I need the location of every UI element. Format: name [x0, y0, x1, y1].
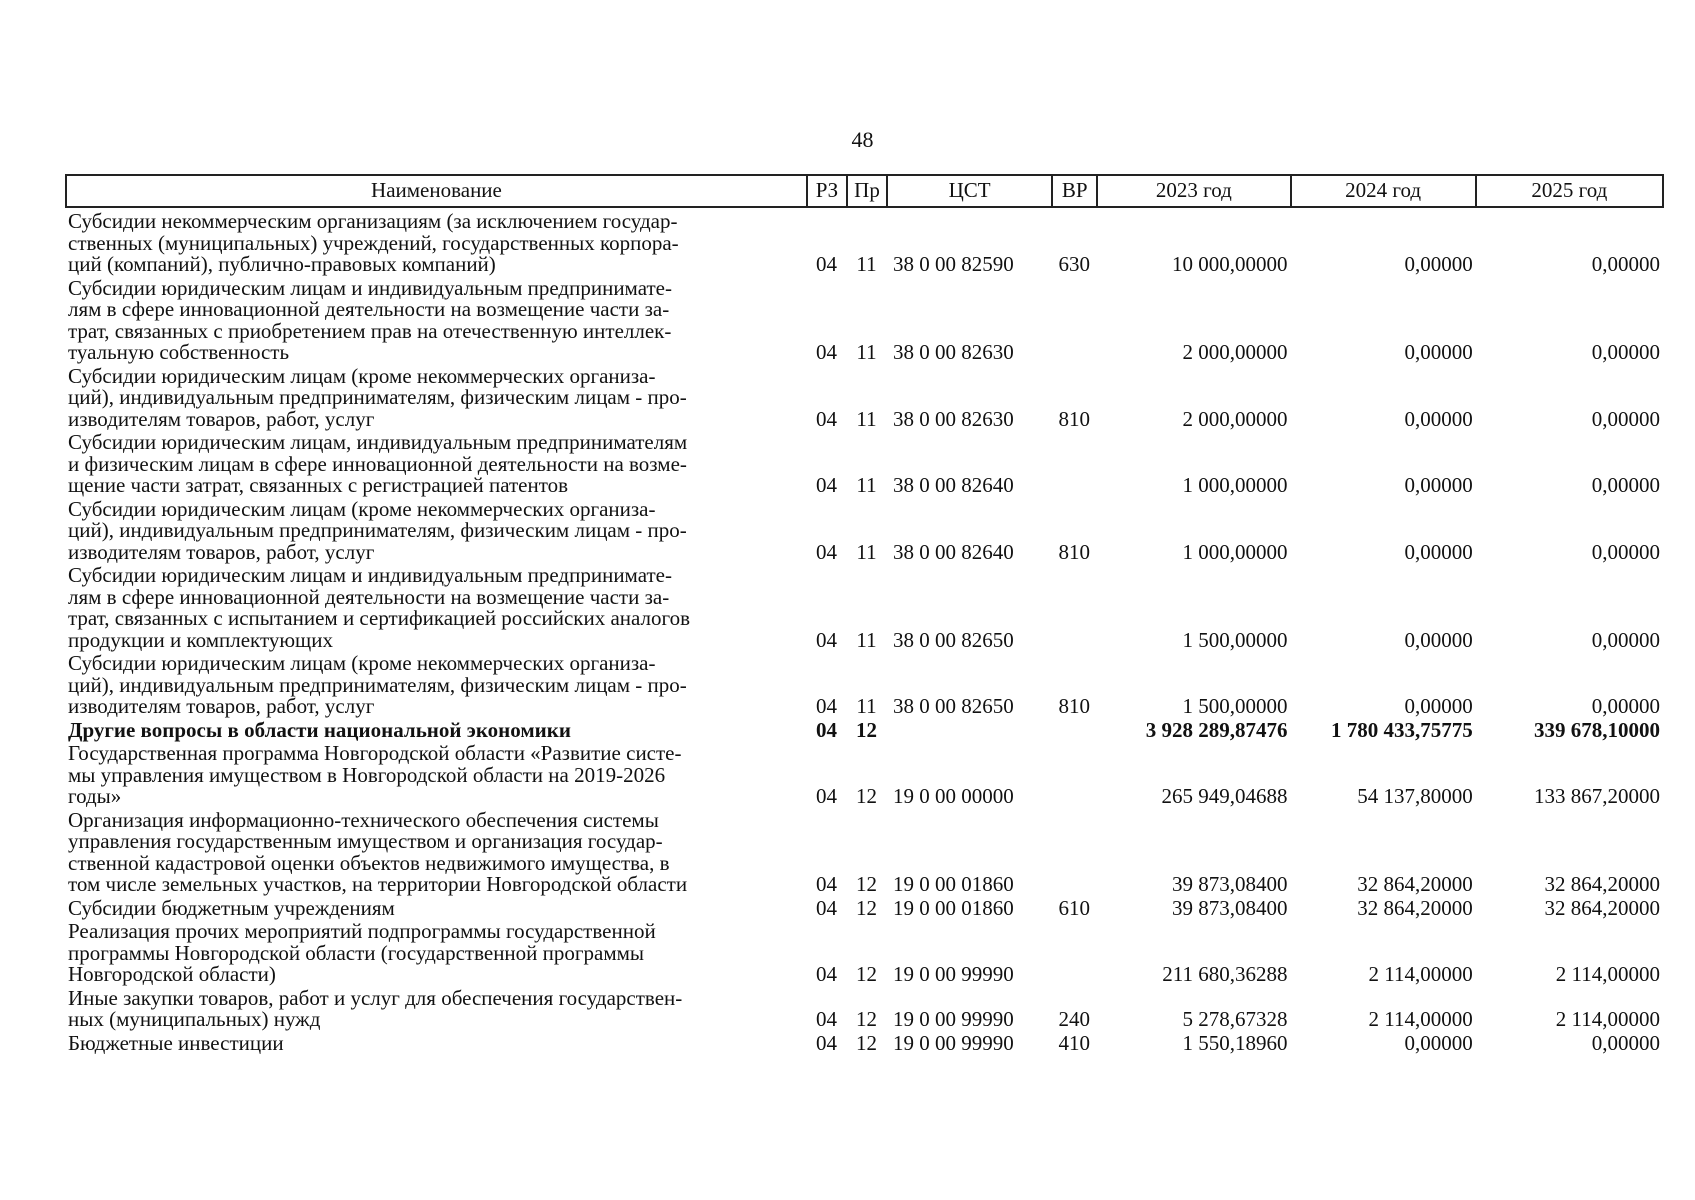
row-amount-2025: 0,00000 — [1591, 1030, 1660, 1055]
row-pr: 12 — [855, 895, 877, 920]
row-pr: 11 — [856, 406, 877, 431]
row-name: Субсидии юридическим лицам и индивидуальным предпринимате- лям в сфере инновационной деятельности на возмещение части за- трат, связанных с приобретением прав на отечественную интеллек- туальную собственность — [68, 275, 672, 364]
row-name: Государственная программа Новгородской области «Развитие систе- мы управления имуществом в Новгородской области на 2019-2026 годы» — [68, 741, 682, 808]
row-amount-2023: 39 873,08400 — [1172, 895, 1288, 920]
row-rz: 04 — [815, 784, 837, 808]
row-amount-2024: 0,00000 — [1404, 539, 1473, 564]
row-rz: 04 — [815, 252, 837, 276]
row-cst: 38 0 00 82630 — [893, 340, 1014, 364]
row-amount-2025: 2 114,00000 — [1555, 1007, 1660, 1031]
row-rz: 04 — [815, 340, 837, 364]
row-vr — [1052, 277, 1097, 365]
table-row — [66, 1032, 1663, 1056]
row-name: Субсидии юридическим лицам и индивидуальным предпринимате- лям в сфере инновационной деятельности на возмещение части за- трат, связанных с испытанием и сертификацией российских аналогов продукции и комплектующих — [68, 563, 691, 652]
row-amount-2023: 1 000,00000 — [1182, 473, 1288, 497]
table-row — [66, 897, 1663, 921]
row-amount-2024: 32 864,20000 — [1357, 872, 1473, 896]
row-amount-2024: 0,00000 — [1404, 627, 1473, 652]
page-number: 48 — [851, 127, 874, 152]
row-cst: 38 0 00 82590 — [893, 252, 1014, 276]
row-amount-2024: 54 137,80000 — [1357, 784, 1473, 808]
row-rz: 04 — [815, 694, 837, 718]
row-name: Реализация прочих мероприятий подпрограммы государственной программы Новгородской области (государственной программы Новгородской области) — [68, 919, 656, 986]
row-vr: 810 — [1058, 406, 1090, 431]
row-amount-2023: 2 000,00000 — [1182, 406, 1288, 431]
row-cst: 19 0 00 01860 — [893, 872, 1014, 896]
row-name: Иные закупки товаров, работ и услуг для обеспечения государствен- ных (муниципальных) нужд — [68, 985, 683, 1031]
row-vr — [1052, 719, 1097, 743]
table-row — [66, 207, 1663, 277]
table-row — [66, 809, 1663, 897]
row-amount-2023: 39 873,08400 — [1172, 872, 1288, 896]
row-amount-2023: 1 000,00000 — [1182, 539, 1288, 564]
row-cst: 38 0 00 82640 — [893, 539, 1014, 564]
row-cst: 19 0 00 99990 — [893, 1030, 1014, 1055]
row-name: Субсидии юридическим лицам, индивидуальным предпринимателям и физическим лицам в сфере инновационной деятельности на возме- щение части затрат, связанных с регистрацией патентов — [68, 430, 688, 497]
row-name: Субсидии некоммерческим организациям (за исключением государ- ственных (муниципальных) учреждений, государственных корпора- ций (компаний), публично-правовых компаний) — [68, 209, 679, 276]
row-amount-2024: 2 114,00000 — [1368, 962, 1473, 986]
row-amount-2025: 0,00000 — [1591, 627, 1660, 652]
header-2024: 2024 год — [1291, 175, 1476, 207]
header-cst: ЦСТ — [887, 175, 1052, 207]
row-amount-2024: 0,00000 — [1404, 340, 1473, 364]
header-rz: РЗ — [807, 175, 847, 207]
table-row — [66, 365, 1663, 432]
row-rz: 04 — [815, 872, 837, 896]
row-rz: 04 — [815, 473, 837, 497]
table-row — [66, 564, 1663, 652]
header-2023: 2023 год — [1097, 175, 1290, 207]
row-pr: 12 — [855, 717, 877, 742]
table-header-row — [66, 175, 1663, 207]
header-pr: Пр — [847, 175, 887, 207]
row-amount-2025: 32 864,20000 — [1544, 895, 1660, 920]
row-name: Бюджетные инвестиции — [68, 1030, 284, 1055]
row-cst: 19 0 00 99990 — [893, 962, 1014, 986]
row-vr: 810 — [1058, 694, 1090, 718]
row-amount-2024: 0,00000 — [1404, 406, 1473, 431]
row-vr: 240 — [1058, 1007, 1090, 1031]
row-rz: 04 — [815, 539, 837, 564]
row-rz: 04 — [815, 1030, 837, 1055]
header-vr: ВР — [1052, 175, 1097, 207]
row-name: Субсидии бюджетным учреждениям — [68, 895, 395, 920]
row-amount-2023: 10 000,00000 — [1172, 252, 1288, 276]
row-cst: 38 0 00 82650 — [893, 627, 1014, 652]
row-pr: 11 — [856, 694, 877, 718]
row-rz: 04 — [815, 1007, 837, 1031]
row-amount-2025: 339 678,10000 — [1534, 717, 1660, 742]
row-rz: 04 — [815, 406, 837, 431]
row-cst — [887, 719, 1052, 743]
table-row — [66, 652, 1663, 719]
header-name: Наименование — [66, 175, 807, 207]
row-cst: 38 0 00 82640 — [893, 473, 1014, 497]
row-pr: 11 — [856, 627, 877, 652]
row-amount-2024: 0,00000 — [1404, 252, 1473, 276]
row-pr: 11 — [856, 473, 877, 497]
row-pr: 12 — [855, 962, 877, 986]
row-amount-2025: 0,00000 — [1591, 539, 1660, 564]
table-row — [66, 719, 1663, 743]
row-cst: 38 0 00 82650 — [893, 694, 1014, 718]
row-amount-2025: 133 867,20000 — [1534, 784, 1660, 808]
row-pr: 12 — [855, 784, 877, 808]
row-amount-2023: 2 000,00000 — [1182, 340, 1288, 364]
row-amount-2025: 32 864,20000 — [1544, 872, 1660, 896]
row-vr: 410 — [1058, 1030, 1090, 1055]
row-amount-2025: 2 114,00000 — [1555, 962, 1660, 986]
row-vr: 630 — [1058, 252, 1090, 276]
row-cst: 19 0 00 00000 — [893, 784, 1014, 808]
table-body — [66, 207, 1663, 1055]
row-amount-2023: 3 928 289,87476 — [1145, 717, 1288, 742]
row-amount-2025: 0,00000 — [1591, 340, 1660, 364]
row-amount-2023: 211 680,36288 — [1162, 962, 1288, 986]
row-vr: 810 — [1058, 539, 1090, 564]
row-amount-2025: 0,00000 — [1591, 252, 1660, 276]
row-cst: 38 0 00 82630 — [893, 406, 1014, 431]
row-vr — [1052, 742, 1097, 809]
row-name: Организация информационно-технического обеспечения системы управления государственным имуществом и организация государ- ственной кадастровой оценки объектов недвижимого имущества, в том числе земельных участков, на территории Новгородской области — [68, 807, 688, 896]
row-rz: 04 — [815, 717, 837, 742]
row-pr: 12 — [855, 1030, 877, 1055]
row-amount-2023: 5 278,67328 — [1182, 1007, 1288, 1031]
row-amount-2023: 1 500,00000 — [1182, 694, 1288, 718]
row-pr: 12 — [855, 872, 877, 896]
row-amount-2024: 2 114,00000 — [1368, 1007, 1473, 1031]
table-row — [66, 498, 1663, 565]
row-amount-2025: 0,00000 — [1591, 406, 1660, 431]
row-rz: 04 — [815, 627, 837, 652]
row-vr — [1052, 809, 1097, 897]
table-row — [66, 920, 1663, 987]
row-rz: 04 — [815, 895, 837, 920]
row-amount-2024: 0,00000 — [1404, 694, 1473, 718]
budget-table — [65, 174, 1664, 1055]
row-amount-2024: 0,00000 — [1404, 1030, 1473, 1055]
row-pr: 11 — [856, 340, 877, 364]
row-amount-2023: 1 500,00000 — [1182, 627, 1288, 652]
row-amount-2025: 0,00000 — [1591, 473, 1660, 497]
row-amount-2024: 0,00000 — [1404, 473, 1473, 497]
row-vr — [1052, 920, 1097, 987]
row-pr: 12 — [855, 1007, 877, 1031]
row-name: Субсидии юридическим лицам (кроме некоммерческих организа- ций), индивидуальным предпринимателям, физическим лицам - про- изводителям товаров, работ, услуг — [68, 363, 687, 431]
table-row — [66, 277, 1663, 365]
row-amount-2024: 32 864,20000 — [1357, 895, 1473, 920]
row-vr — [1052, 564, 1097, 652]
row-pr: 11 — [856, 252, 877, 276]
table-row — [66, 431, 1663, 498]
row-amount-2025: 0,00000 — [1591, 694, 1660, 718]
row-vr: 610 — [1058, 895, 1090, 920]
row-name: Другие вопросы в области национальной экономики — [68, 717, 571, 742]
header-2025: 2025 год — [1476, 175, 1663, 207]
row-name: Субсидии юридическим лицам (кроме некоммерческих организа- ций), индивидуальным предпринимателям, физическим лицам - про- изводителям товаров, работ, услуг — [68, 496, 687, 564]
row-amount-2024: 1 780 433,75775 — [1330, 717, 1473, 742]
row-name: Субсидии юридическим лицам (кроме некоммерческих организа- ций), индивидуальным предпринимателям, физическим лицам - про- изводителям товаров, работ, услуг — [68, 651, 687, 718]
row-cst: 19 0 00 99990 — [893, 1007, 1014, 1031]
table-row — [66, 742, 1663, 809]
row-rz: 04 — [815, 962, 837, 986]
row-pr: 11 — [856, 539, 877, 564]
row-amount-2023: 1 550,18960 — [1182, 1030, 1288, 1055]
row-vr — [1052, 431, 1097, 498]
row-amount-2023: 265 949,04688 — [1161, 784, 1288, 808]
row-cst: 19 0 00 01860 — [893, 895, 1014, 920]
table-row — [66, 987, 1663, 1032]
